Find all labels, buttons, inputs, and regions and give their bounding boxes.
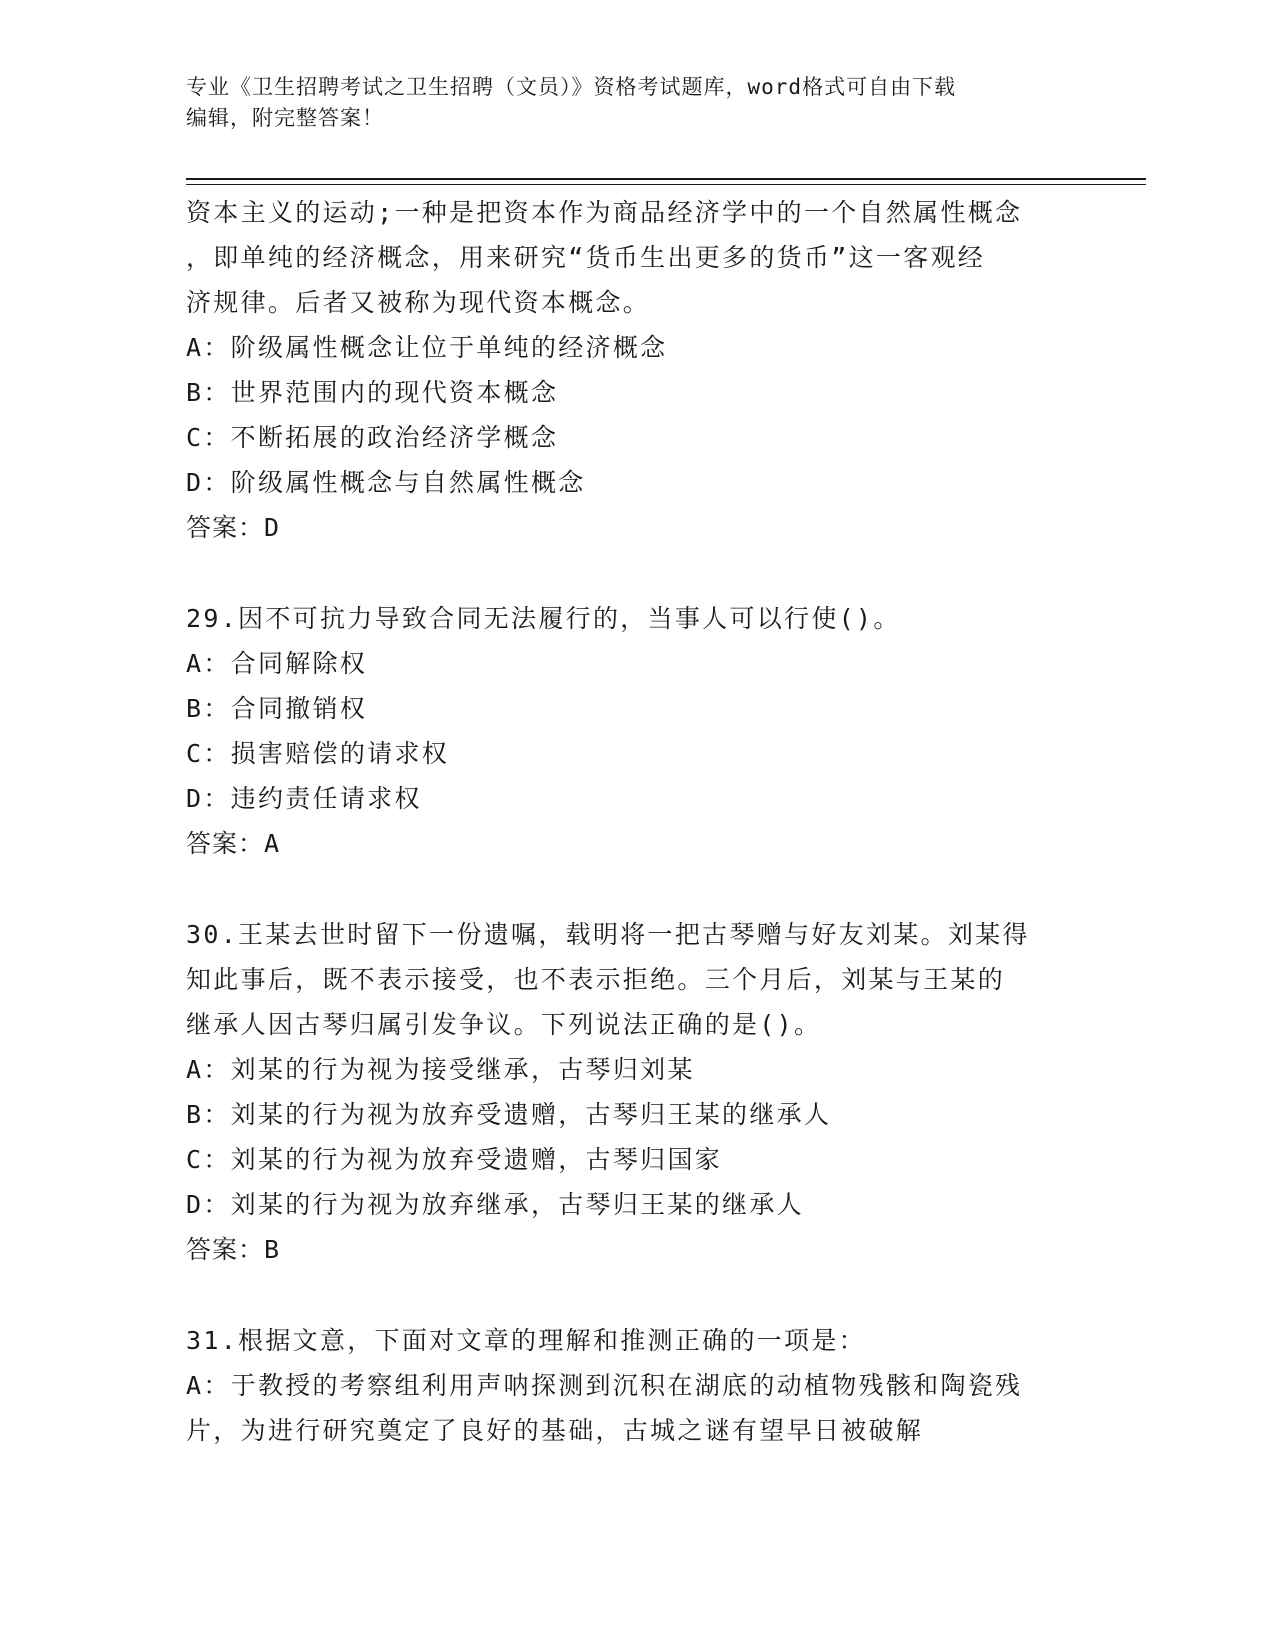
- option-c: C：不断拓展的政治经济学概念: [186, 423, 559, 452]
- question-stem: 29.因不可抗力导致合同无法履行的，当事人可以行使()。: [186, 604, 901, 633]
- option-d: D：违约责任请求权: [186, 784, 422, 813]
- option-d: D：阶级属性概念与自然属性概念: [186, 468, 586, 497]
- option-a: A：合同解除权: [186, 649, 368, 678]
- header-line-2: 编辑，附完整答案！: [186, 106, 384, 130]
- passage-line: 资本主义的运动;一种是把资本作为商品经济学中的一个自然属性概念: [186, 198, 1023, 227]
- spacer: [186, 1272, 1086, 1318]
- answer-line: 答案：D: [186, 513, 281, 542]
- header-divider-thin: [186, 184, 1146, 185]
- answer-line: 答案：B: [186, 1235, 281, 1264]
- intro-passage: [186, 190, 1086, 325]
- question-29: [186, 596, 1086, 866]
- option-b: B：刘某的行为视为放弃受遗赠，古琴归王某的继承人: [186, 1100, 832, 1129]
- spacer: [186, 866, 1086, 912]
- spacer: [186, 550, 1086, 596]
- header-line-1: 专业《卫生招聘考试之卫生招聘（文员）》资格考试题库，word格式可自由下载: [186, 75, 957, 99]
- question-31: [186, 1318, 1086, 1453]
- option-c: C：损害赔偿的请求权: [186, 739, 450, 768]
- document-header: [186, 72, 1066, 134]
- question-stem: 30.王某去世时留下一份遗嘱，载明将一把古琴赠与好友刘某。刘某得: [186, 920, 1030, 949]
- answer-line: 答案：A: [186, 829, 281, 858]
- option-a: A：刘某的行为视为接受继承，古琴归刘某: [186, 1055, 695, 1084]
- option-b: B：合同撤销权: [186, 694, 368, 723]
- question-stem: 继承人因古琴归属引发争议。下列说法正确的是()。: [186, 1010, 822, 1039]
- header-divider-thick: [186, 178, 1146, 180]
- question-30: [186, 912, 1086, 1272]
- question-stem: 知此事后，既不表示接受，也不表示拒绝。三个月后，刘某与王某的: [186, 965, 1006, 994]
- option-b: B：世界范围内的现代资本概念: [186, 378, 559, 407]
- question-28-options: [186, 325, 1086, 550]
- option-d: D：刘某的行为视为放弃继承，古琴归王某的继承人: [186, 1190, 804, 1219]
- option-a: A：于教授的考察组利用声呐探测到沉积在湖底的动植物残骸和陶瓷残: [186, 1371, 1023, 1400]
- option-a: A：阶级属性概念让位于单纯的经济概念: [186, 333, 668, 362]
- option-c: C：刘某的行为视为放弃受遗赠，古琴归国家: [186, 1145, 723, 1174]
- passage-line: ，即单纯的经济概念，用来研究“货币生出更多的货币”这一客观经: [186, 243, 986, 272]
- option-a-continued: 片，为进行研究奠定了良好的基础，古城之谜有望早日被破解: [186, 1416, 924, 1445]
- passage-line: 济规律。后者又被称为现代资本概念。: [186, 288, 651, 317]
- document-body: [186, 190, 1086, 1453]
- question-stem: 31.根据文意，下面对文章的理解和推测正确的一项是：: [186, 1326, 866, 1355]
